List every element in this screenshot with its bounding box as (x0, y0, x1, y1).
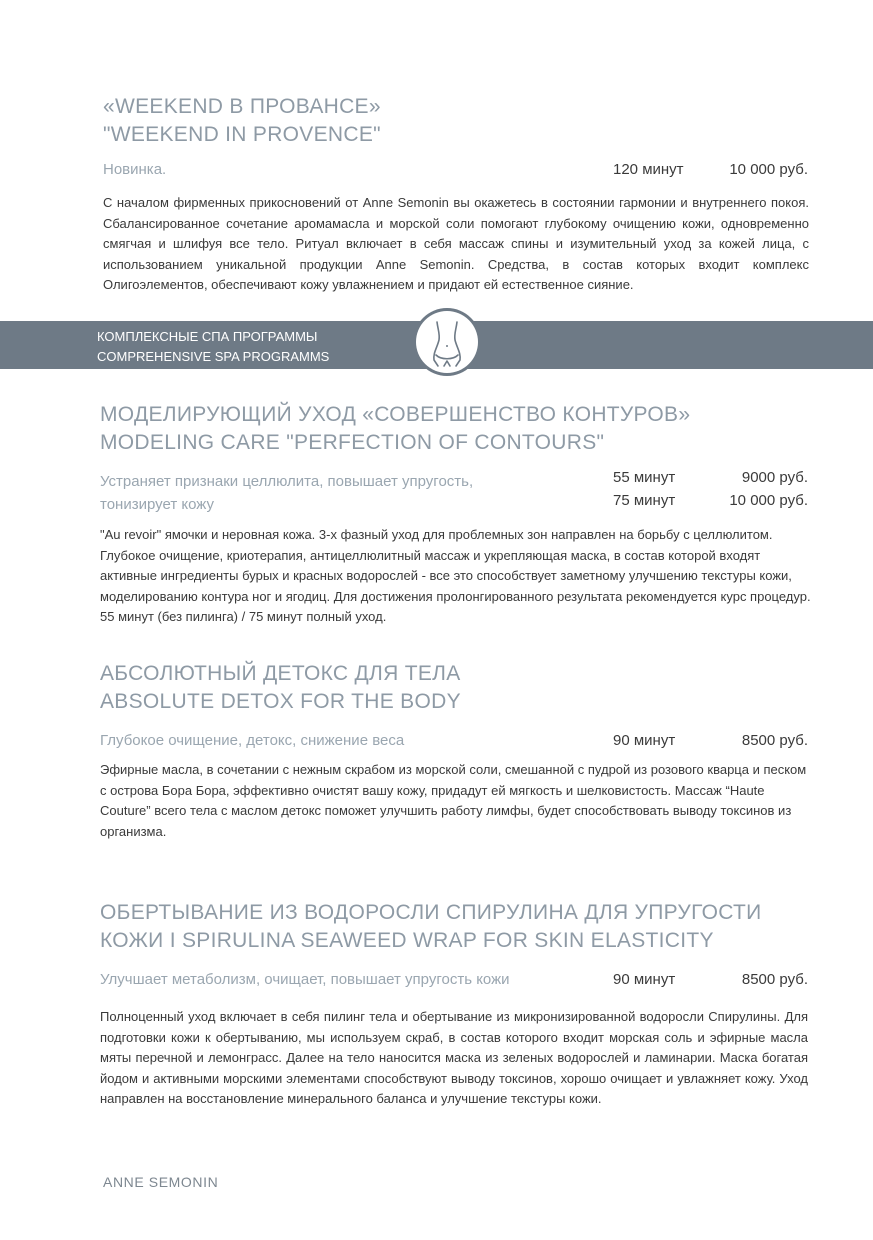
section-description: С началом фирменных прикосновений от Anne Semonin вы окажетесь в состоянии гармонии и внутреннего покоя. Сбалансированное сочетание аромамасла и морской соли помогают глубокому очищению кожи, одновременно смягчая и шлифуя все тело. Ритуал включает в себя массаж спины и изумительный уход за кожей лица, с использованием уникальной продукции Anne Semonin. Средства, в состав которых входит комплекс Олигоэлементов, обеспечивают кожу увлажнением и придают ей естественное сияние. (103, 195, 809, 292)
title-en: ABSOLUTE DETOX FOR THE BODY (100, 690, 461, 713)
price (729, 466, 808, 512)
title-line-1: ОБЕРТЫВАНИЕ ИЗ ВОДОРОСЛИ СПИРУЛИНА ДЛЯ УПРУГОСТИ (100, 901, 762, 924)
section-subtitle (100, 470, 473, 516)
price-value: 10 000 руб. (729, 161, 808, 178)
duration-value: 90 минут (613, 971, 676, 988)
section-title-spirulina-wrap (100, 899, 762, 955)
section-subtitle (103, 158, 166, 181)
subtitle-text: Улучшает метаболизм, очищает, повышает упругость кожи (100, 971, 510, 988)
price (729, 158, 808, 181)
price-value: 9000 руб. (741, 469, 808, 486)
title-ru: АБСОЛЮТНЫЙ ДЕТОКС ДЛЯ ТЕЛА (100, 662, 461, 685)
subtitle-line-2: тонизирует кожу (100, 496, 214, 513)
duration-value: 120 минут (613, 161, 684, 178)
section-title-absolute-detox (100, 660, 461, 716)
duration-value: 55 минут (613, 469, 676, 486)
banner-line-en: COMPREHENSIVE SPA PROGRAMMS (97, 349, 330, 364)
section-title-weekend-provence (103, 93, 381, 149)
duration-value: 90 минут (613, 732, 676, 749)
section-subtitle (100, 968, 510, 991)
price (742, 729, 808, 752)
footer-brand: ANNE SEMONIN (103, 1174, 219, 1190)
body-silhouette-icon (413, 308, 481, 376)
price-value: 8500 руб. (741, 732, 808, 749)
title-ru: «WEEKEND В ПРОВАНСЕ» (103, 95, 381, 118)
title-ru: МОДЕЛИРУЮЩИЙ УХОД «СОВЕРШЕНСТВО КОНТУРОВ» (100, 403, 691, 426)
subtitle-line-1: Устраняет признаки целлюлита, повышает упругость, (100, 473, 474, 490)
price-value: 8500 руб. (741, 971, 808, 988)
section-title-modeling-care (100, 401, 690, 457)
duration (613, 968, 675, 991)
banner-text (97, 327, 329, 367)
subtitle-text: Глубокое очищение, детокс, снижение веса (100, 732, 405, 749)
duration (613, 158, 684, 181)
duration (613, 729, 675, 752)
title-line-2: КОЖИ I SPIRULINA SEAWEED WRAP FOR SKIN ELASTICITY (100, 929, 714, 952)
banner-line-ru: КОМПЛЕКСНЫЕ СПА ПРОГРАММЫ (97, 329, 318, 344)
duration-value: 75 минут (613, 492, 676, 509)
price-value: 10 000 руб. (729, 492, 808, 509)
subtitle-text: Новинка. (103, 161, 167, 178)
section-description: Эфирные масла, в сочетании с нежным скрабом из морской соли, смешанной с пудрой из розового кварца и песком с острова Бора Бора, эффективно очистят вашу кожу, придадут ей мягкость и шелковистость. Массаж “Haute Couture” всего тела с маслом детокс поможет улучшить работу лимфы, будет способствовать выводу токсинов из организма. (100, 762, 807, 839)
title-en: "WEEKEND IN PROVENCE" (103, 123, 381, 146)
duration (613, 466, 675, 512)
section-description: "Au revoir" ямочки и неровная кожа. 3-х фазный уход для проблемных зон направлен на борьбу с целлюлитом. Глубокое очищение, криотерапия, антицеллюлитный массаж и укрепляющая маска, в состав которой входят активные ингредиенты бурых и красных водорослей - все это способствует заметному улучшению текстуры кожи, моделированию контура ног и ягодиц. Для достижения пролонгированного результата рекомендуется курс процедур. 55 минут (без пилинга) / 75 минут полный уход. (100, 527, 811, 624)
section-description: Полноценный уход включает в себя пилинг тела и обертывание из микронизированной водоросли Спирулины. Для подготовки кожи к обертыванию, мы используем скраб, в состав которого входит морская соль и эфирные масла мяты перечной и лемонграсс. Далее на тело наносится маска из зеленых водорослей и ламинарии. Маска богатая йодом и активными морскими элементами способствуют выводу токсинов, хорошо очищает и увлажняет кожу. Уход направлен на восстановление минерального баланса и улучшение текстуры кожи. (100, 1009, 808, 1106)
banner-badge (413, 308, 481, 376)
price (742, 968, 808, 991)
section-subtitle (100, 729, 404, 752)
title-en: MODELING CARE "PERFECTION OF CONTOURS" (100, 431, 605, 454)
